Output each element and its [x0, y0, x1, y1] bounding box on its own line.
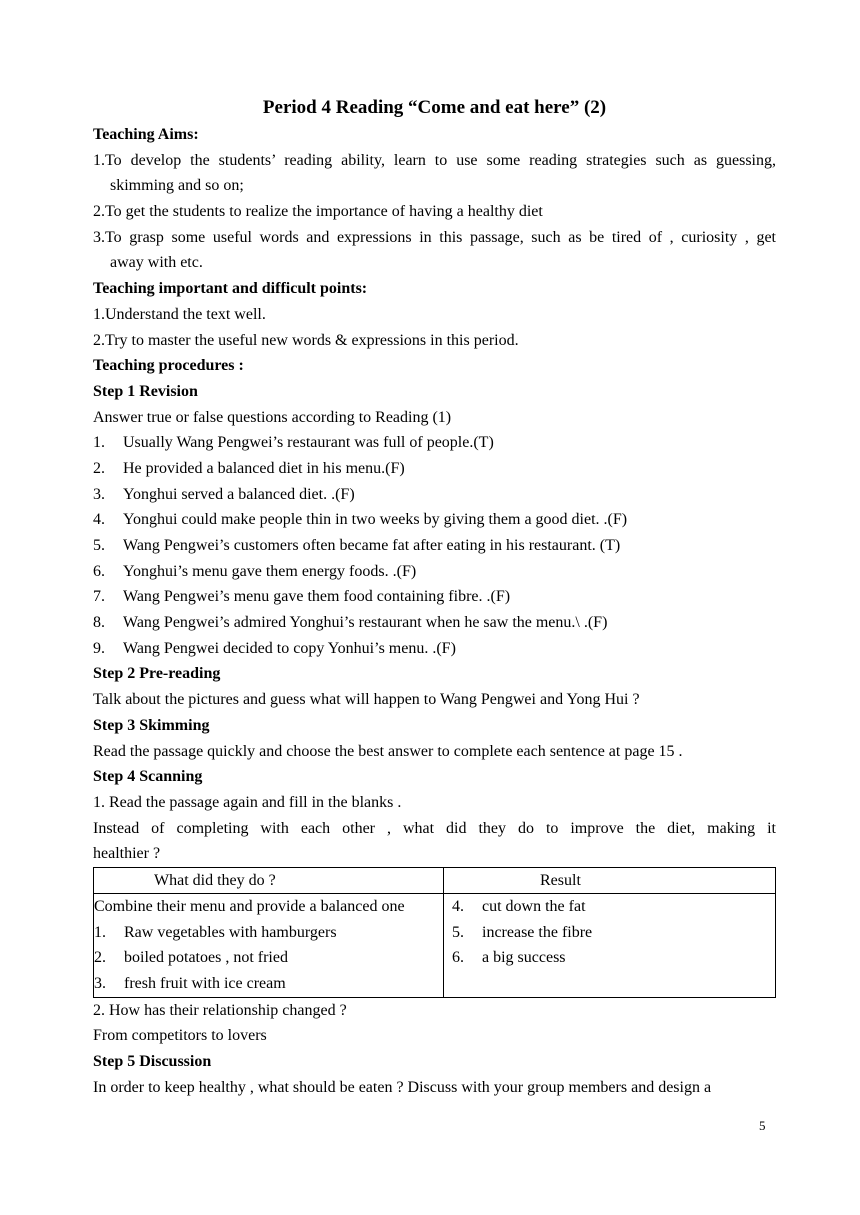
list-text: Wang Pengwei’s menu gave them food containing fibre. .(F): [123, 588, 511, 606]
list-number: 1.: [93, 434, 105, 452]
list-text: Wang Pengwei’s customers often became fat after eating in his restaurant. (T): [123, 537, 621, 554]
list-item: [94, 920, 443, 946]
document-page: [93, 94, 776, 1100]
list-item: [452, 920, 775, 946]
points-heading: Teaching important and difficult points:: [93, 280, 368, 298]
step4-question-2: 2. How has their relationship changed ?: [93, 1001, 347, 1019]
page-number: 5: [759, 1118, 766, 1133]
list-item: [452, 894, 775, 920]
step3-text: Read the passage quickly and choose the best answer to complete each sentence at page 15 .: [93, 742, 683, 760]
list-number: 5.: [452, 923, 464, 941]
list-item: [93, 636, 776, 662]
list-number: 9.: [93, 639, 105, 657]
list-text: cut down the fat: [482, 897, 586, 915]
scanning-table: [93, 867, 776, 998]
list-number: 5.: [93, 537, 105, 554]
list-item: [93, 430, 776, 456]
list-text: Usually Wang Pengwei’s restaurant was full of people.(T): [123, 434, 494, 452]
table-header-result: Result: [540, 871, 581, 889]
list-number: 4.: [452, 897, 464, 915]
list-item: [452, 945, 775, 971]
step4-question-1-text-a: Instead of completing with each other , what did they do to improve the diet, making it: [93, 819, 776, 837]
table-header-cell: [94, 867, 444, 893]
point-2: 2.Try to master the useful new words & expressions in this period.: [93, 331, 519, 349]
teaching-aims-heading: Teaching Aims:: [93, 126, 199, 143]
list-item: [93, 584, 776, 610]
list-text: Yonghui’s menu gave them energy foods. .(F): [123, 562, 417, 580]
list-item: [93, 533, 776, 559]
list-number: 4.: [93, 511, 105, 529]
step5-text: In order to keep healthy , what should be eaten ? Discuss with your group members and design a: [93, 1078, 712, 1096]
list-text: fresh fruit with ice cream: [124, 975, 286, 992]
list-item: [93, 456, 776, 482]
list-item: [93, 507, 776, 533]
list-number: 6.: [93, 562, 105, 580]
table-cell-lead: Combine their menu and provide a balanced one: [94, 897, 405, 915]
list-number: 2.: [94, 949, 106, 967]
table-header-row: [94, 867, 776, 893]
step1-heading: Step 1 Revision: [93, 382, 198, 400]
list-number: 2.: [93, 459, 105, 477]
list-item: [94, 945, 443, 971]
step4-question-1-text-b: healthier ?: [93, 845, 161, 863]
step3-heading: Step 3 Skimming: [93, 716, 210, 734]
list-number: 8.: [93, 614, 105, 632]
list-text: increase the fibre: [482, 923, 593, 941]
list-text: Yonghui could make people thin in two weeks by giving them a good diet. .(F): [123, 511, 628, 529]
list-item: [93, 482, 776, 508]
list-text: Wang Pengwei decided to copy Yonhui’s menu. .(F): [123, 639, 456, 657]
aim-1-line-2: skimming and so on;: [110, 177, 244, 195]
list-text: Raw vegetables with hamburgers: [124, 923, 337, 941]
procedures-heading: Teaching procedures :: [93, 357, 244, 375]
list-number: 1.: [94, 923, 106, 941]
document-title: Period 4 Reading “Come and eat here” (2): [262, 97, 607, 118]
list-item: [93, 559, 776, 585]
revision-question-list: [93, 430, 776, 661]
step4-question-2-answer: From competitors to lovers: [93, 1027, 267, 1045]
list-text: Wang Pengwei’s admired Yonghui’s restaurant when he saw the menu.\ .(F): [123, 614, 608, 632]
step5-heading: Step 5 Discussion: [93, 1053, 212, 1071]
step4-heading: Step 4 Scanning: [93, 768, 203, 786]
list-number: 7.: [93, 588, 105, 606]
table-header-what: What did they do ?: [154, 871, 276, 889]
table-header-cell: [444, 867, 776, 893]
aim-2: 2.To get the students to realize the importance of having a healthy diet: [93, 203, 543, 221]
aim-3-line-2: away with etc.: [110, 254, 203, 272]
list-text: boiled potatoes , not fried: [124, 949, 288, 967]
list-text: Yonghui served a balanced diet. .(F): [123, 485, 355, 503]
list-item: [93, 610, 776, 636]
point-1: 1.Understand the text well.: [93, 305, 266, 323]
step2-heading: Step 2 Pre-reading: [93, 665, 221, 683]
list-number: 3.: [94, 975, 106, 992]
list-number: 3.: [93, 485, 105, 503]
step2-text: Talk about the pictures and guess what will happen to Wang Pengwei and Yong Hui ?: [93, 691, 640, 709]
aim-1-line-1: 1.To develop the students’ reading ability, learn to use some reading strategies such as guessing,: [93, 151, 776, 169]
aim-3-line-1: 3.To grasp some useful words and expressions in this passage, such as be tired of , curiosity , get: [93, 228, 776, 246]
list-item: [94, 971, 443, 997]
step4-question-1: 1. Read the passage again and fill in the blanks .: [93, 793, 402, 811]
list-text: He provided a balanced diet in his menu.(F): [123, 459, 405, 477]
step1-intro: Answer true or false questions according to Reading (1): [93, 408, 452, 426]
table-row: [94, 893, 776, 997]
list-text: a big success: [482, 949, 566, 967]
list-number: 6.: [452, 949, 464, 967]
table-cell-actions: [94, 893, 444, 997]
table-cell-results: [444, 893, 776, 997]
